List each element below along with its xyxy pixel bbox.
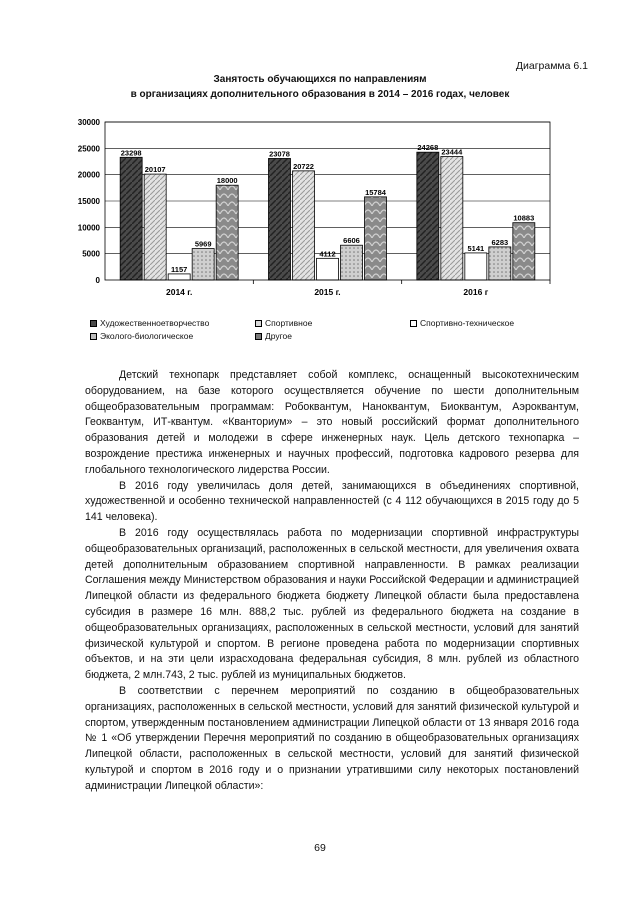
data-label: 6606	[343, 236, 360, 246]
data-label: 6283	[491, 237, 509, 247]
legend-label: Спортивное	[265, 318, 313, 328]
y-tick-label: 20000	[77, 170, 100, 180]
x-tick-label: 2015 г.	[314, 287, 341, 297]
bar	[192, 249, 214, 280]
chart-title-line1: Занятость обучающихся по направлениям	[213, 74, 427, 85]
bar	[465, 253, 487, 280]
bar	[417, 152, 439, 280]
data-label: 1157	[171, 264, 188, 274]
bar	[365, 197, 387, 280]
data-label: 5141	[467, 243, 485, 253]
bar	[513, 223, 535, 280]
legend-swatch-icon	[410, 320, 417, 327]
legend-item	[90, 318, 209, 328]
x-tick-label: 2014 г.	[166, 287, 193, 297]
legend-item	[255, 318, 312, 328]
data-label: 23078	[269, 149, 290, 159]
y-tick-label: 5000	[82, 249, 100, 259]
chart-title	[0, 72, 640, 102]
bar	[168, 274, 190, 280]
legend-label: Художественноетворчество	[100, 318, 210, 328]
figure-label: Диаграмма 6.1	[515, 60, 588, 72]
legend-swatch-icon	[90, 320, 97, 327]
data-label: 18000	[216, 176, 238, 186]
data-label: 23298	[120, 148, 142, 158]
bar	[144, 174, 166, 280]
data-label: 23444	[441, 147, 463, 157]
legend-item	[410, 318, 514, 328]
y-tick-label: 15000	[77, 197, 100, 206]
data-label: 10883	[513, 213, 535, 223]
data-label: 24268	[417, 143, 439, 153]
body-text	[85, 368, 579, 795]
bar	[489, 247, 511, 280]
data-label: 5969	[194, 239, 212, 249]
legend-label: Эколого-биологическое	[100, 331, 194, 341]
legend-label: Другое	[265, 331, 293, 341]
legend-label: Спортивно-техническое	[420, 318, 515, 328]
bar	[441, 157, 463, 280]
bar	[341, 245, 363, 280]
bar	[269, 158, 291, 280]
bar	[120, 157, 142, 280]
bar	[317, 258, 339, 280]
bar-chart	[60, 110, 560, 310]
legend-swatch-icon	[255, 333, 262, 340]
paragraph: В соответствии с перечнем мероприятий по созданию в общеобразовательных организациях, расположенных в сельской местности, условий для занятий физической культурой и спортом, утвержденным постановлением администрации Липецкой области от 13 января 2016 года № 1 «Об утверждении Перечня мероприятий по созданию в общеобразовательных организациях Липецкой области, расположенных в сельской местности, условий для занятий физической культурой и спортом в 2016 году и о признании утратившими силу некоторых постановлений администрации Липецкой области»:	[85, 684, 579, 792]
paragraph: В 2016 году увеличилась доля детей, занимающихся в объединениях спортивной, художественной и особенно технической направленностей (с 4 112 обучающихся в 2015 году до 5 141 человека).	[85, 479, 579, 524]
legend-item	[90, 331, 193, 341]
paragraph: В 2016 году осуществлялась работа по модернизации спортивной инфраструктуры общеобразовательных организаций, расположенных в сельской местности, для увеличения охвата детей дополнительным образованием спортивной направленности. В рамках реализации Соглашения между Министерством образования и науки Российской Федерации и администрацией Липецкой области из федерального бюджета бюджету Липецкой области была предоставлена субсидия в размере 16 млн. 888,2 тыс. рублей из федерального бюджета на создание в общеобразовательных организациях, расположенных в сельской местности, условий для занятий физической культурой и спортом. В регионе проведена работа по модернизации спортивных объектов, и на эти цели израсходована федеральная субсидия, 8 млн. рублей из областного бюджета, 2 млн.743, 2 тыс. рублей из муниципальных бюджетов.	[85, 526, 579, 682]
y-tick-label: 10000	[77, 223, 100, 233]
chart-title-line2: в организациях дополнительного образования в 2014 – 2016 годах, человек	[130, 89, 510, 100]
paragraph: Детский технопарк представляет собой комплекс, оснащенный высокотехническим оборудованием, на базе которого осуществляется обучение по шести дополнительным общеобразовательным программам: Робоквантум, Наноквантум, Биоквантум, Аэроквантум, Геоквантум, ИТ-квантум. «Кванториум» – это новый российский формат дополнительного образования детей и молодежи в сфере инженерных наук. Цель детского технопарка – возрождение престижа инженерных и научных профессий, подготовка кадрового резерва для глобального технологического лидерства России.	[85, 369, 579, 476]
legend-swatch-icon	[90, 333, 97, 340]
bar	[293, 171, 315, 280]
y-tick-label: 30000	[77, 118, 100, 127]
legend-swatch-icon	[255, 320, 262, 327]
legend-item	[255, 331, 292, 341]
bar	[216, 185, 238, 280]
y-tick-label: 0	[95, 276, 100, 285]
data-label: 20107	[144, 165, 166, 175]
x-tick-label: 2016 г	[463, 287, 489, 297]
data-label: 4112	[319, 249, 336, 259]
data-label: 20722	[293, 161, 314, 171]
data-label: 15784	[365, 187, 386, 197]
page-number: 69	[314, 842, 326, 854]
y-tick-label: 25000	[77, 144, 100, 154]
